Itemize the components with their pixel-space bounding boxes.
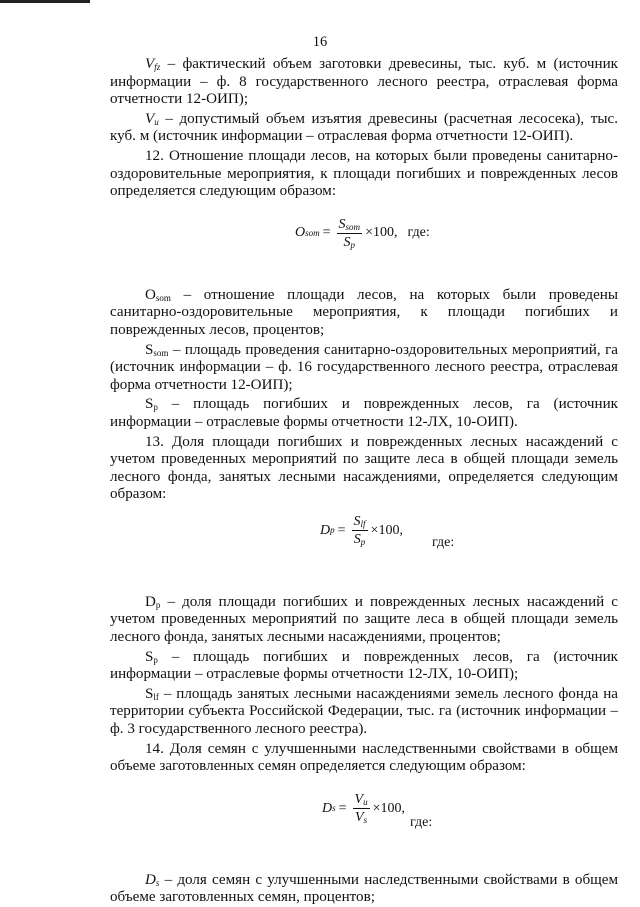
item-14-text: 14. Доля семян с улучшенными наследственными свойствами в общем объеме заготовленных семян определяется следующим образом: xyxy=(110,740,618,775)
definition-ssom: $S_{som}$ – площадь проведения санитарно-оздоровительных мероприятий, га (источник информации – ф. 16 государственного лесного реестра, отраслевая форма отчетности 12-ОИП); xyxy=(110,341,618,393)
definition-dp: $D_p$ – доля площади погибших и поврежденных лесных насаждений с учетом проведенных мероприятий по защите леса в общей площади земель лесного фонда, занятых лесными насаждениями, процентов; xyxy=(110,593,618,646)
definition-ds: $D_s$ – доля семян с улучшенными наследственными свойствами в общем объеме заготовленных семян, процентов; xyxy=(110,871,618,906)
page-number: 16 xyxy=(312,34,328,50)
formula-ds: D s = $\frac{V_u}{V_s}$ ×100, где: xyxy=(322,791,433,830)
top-rule xyxy=(0,0,90,3)
formula-dp: D p = $\frac{S_{lf}}{S_p}$ ×100, где: xyxy=(320,513,455,550)
definition-osom: $O_{som}$ – отношение площади лесов, на которых были проведены санитарно-оздоровительные мероприятия, к площади погибших и поврежденных лесов, процентов; xyxy=(110,286,618,338)
definition-slf: $S_{lf}$ – площадь занятых лесными насаждениями земель лесного фонда на территории субъекта Российской Федерации, тыс. га (источник информации – ф. 3 государственного лесного реестра). xyxy=(110,685,618,738)
definition-vu: $V_u$ – допустимый объем изъятия древесины (расчетная лесосека), тыс. куб. м (источник информации – отраслевая форма отчетности 12-ОИП). xyxy=(110,110,618,145)
document-body xyxy=(110,56,618,907)
item-12-text: 12. Отношение площади лесов, на которых были проведены санитарно-оздоровительные мероприятия, к площади погибших и поврежденных лесов определяется следующим образом: xyxy=(110,147,618,200)
definition-sp-2: $S_p$ – площадь погибших и поврежденных лесов, га (источник информации – отраслевые формы отчетности 12-ЛХ, 10-ОИП); xyxy=(110,648,618,683)
definition-vfz: $V_{fz}$ – фактический объем заготовки древесины, тыс. куб. м (источник информации – ф. 8 государственного лесного реестра, отраслевая форма отчетности 12-ОИП); xyxy=(110,56,618,108)
item-13-text: 13. Доля площади погибших и поврежденных лесных насаждений с учетом проведенных мероприятий по защите леса в общей площади земель лесного фонда, занятых лесными насаждениями, определяется следующим образом: xyxy=(110,433,618,503)
formula-osom: O som = $\frac{S_{som}}{S_p}$ ×100, где: xyxy=(295,216,430,250)
definition-sp: $S_p$ – площадь погибших и поврежденных лесов, га (источник информации – отраслевые формы отчетности 12-ЛХ, 10-ОИП). xyxy=(110,396,618,430)
